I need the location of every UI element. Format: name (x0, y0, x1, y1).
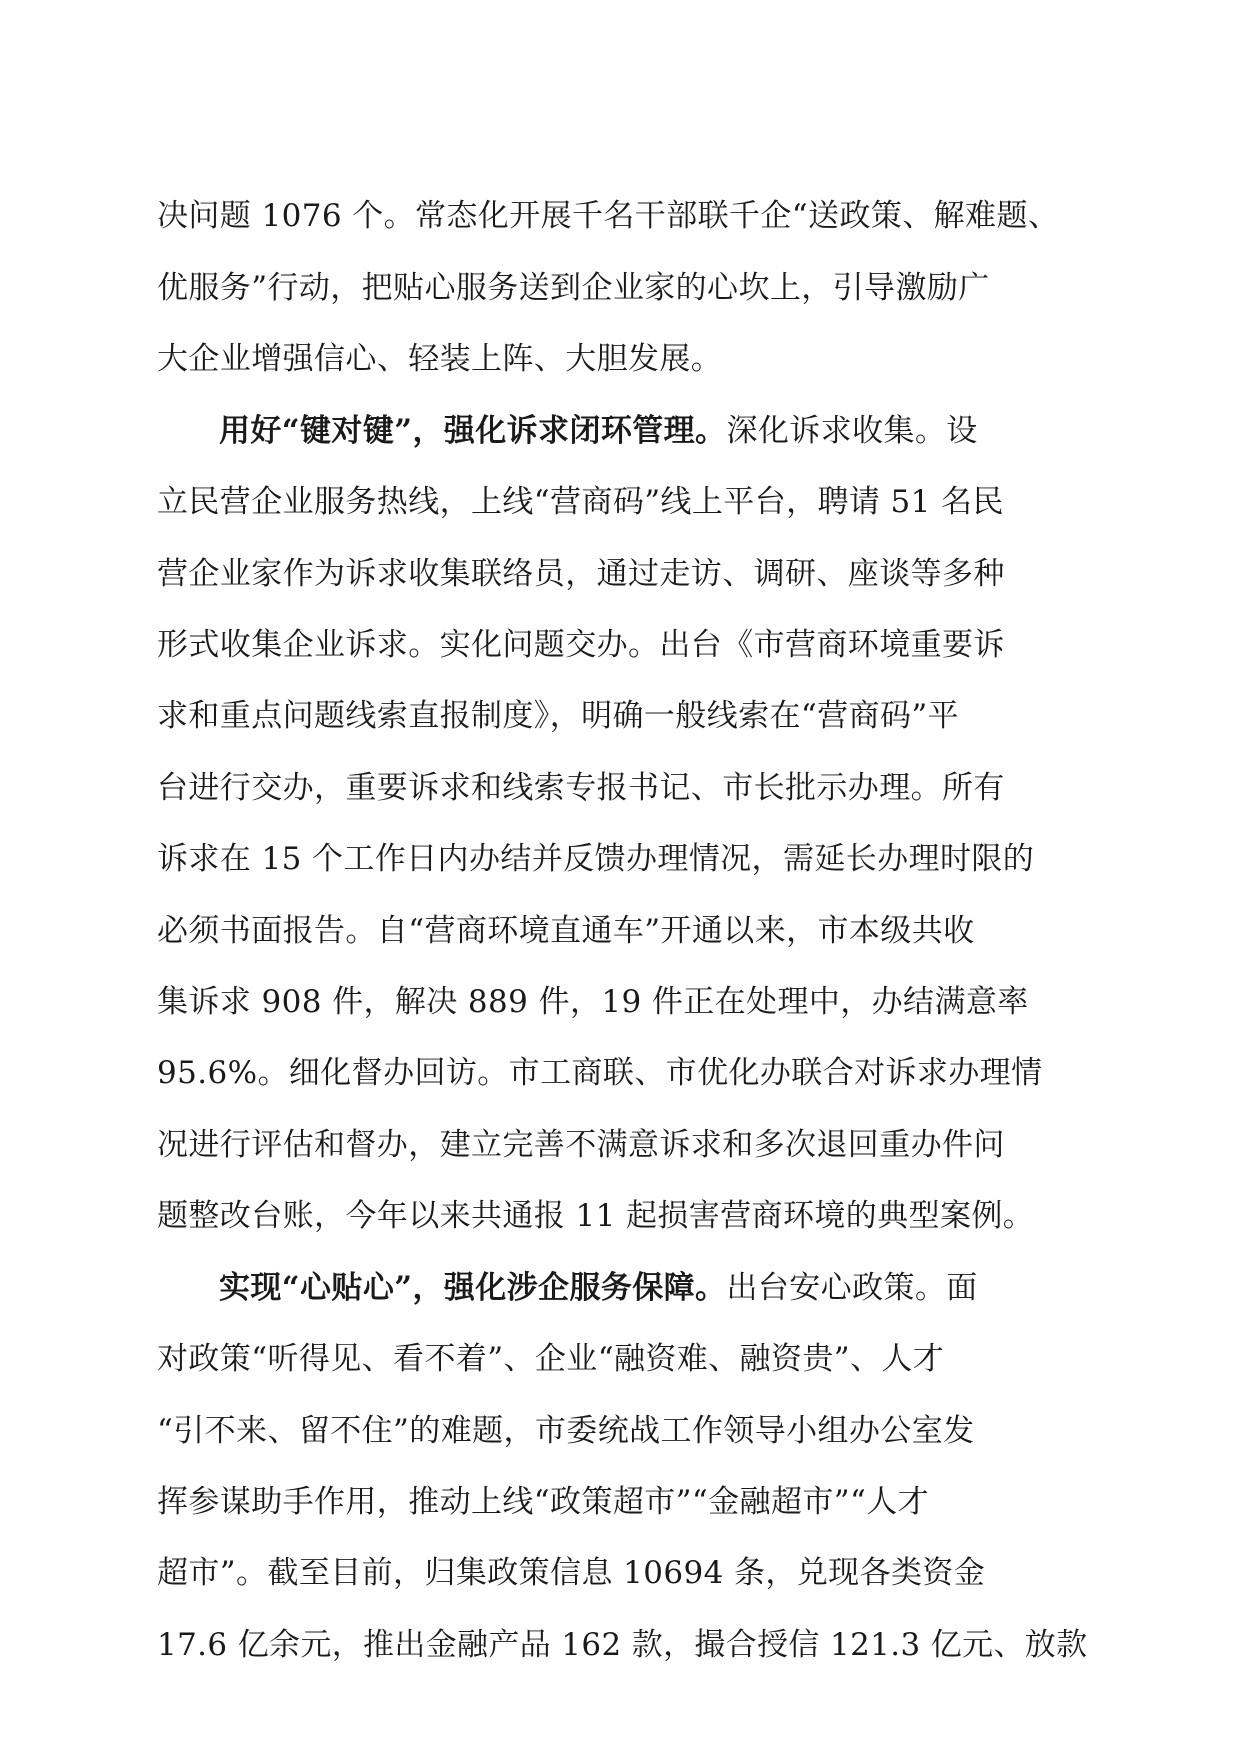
text-line: 集诉求 908 件，解决 889 件，19 件正在处理中，办结满意率 (157, 984, 1029, 1020)
text-line: 诉求在 15 个工作日内办结并反馈办理情况，需延长办理时限的 (157, 841, 1035, 877)
text-line: 必须书面报告。自“营商环境直通车”开通以来，市本级共收 (157, 913, 975, 949)
text-line: 况进行评估和督办，建立完善不满意诉求和多次退回重办件问 (157, 1127, 1005, 1163)
text-line: 95.6%。细化督办回访。市工商联、市优化办联合对诉求办理情 (157, 1055, 1043, 1091)
text-line: 对政策“听得见、看不着”、企业“融资难、融资贵”、人才 (157, 1341, 945, 1377)
text-line: 形式收集企业诉求。实化问题交办。出台《市营商环境重要诉 (157, 627, 1005, 663)
text-line: 营企业家作为诉求收集联络员，通过走访、调研、座谈等多种 (157, 556, 1005, 592)
text-line: 17.6 亿余元，推出金融产品 162 款，撮合授信 121.3 亿元、放款 (157, 1627, 1088, 1663)
text-line: 优服务”行动，把贴心服务送到企业家的心坎上，引导激励广 (157, 270, 990, 306)
section-heading: 实现“心贴心”，强化涉企服务保障。 (219, 1270, 727, 1306)
text-line: 求和重点问题线索直报制度》，明确一般线索在“营商码”平 (157, 698, 959, 734)
paragraph-heading-line: 实现“心贴心”，强化涉企服务保障。出台安心政策。面 (219, 1270, 978, 1306)
text-line: 题整改台账，今年以来共通报 11 起损害营商环境的典型案例。 (157, 1198, 1035, 1234)
text-line: 挥参谋助手作用，推动上线“政策超市”“金融超市”“人才 (157, 1484, 930, 1520)
section-heading: 用好“键对键”，强化诉求闭环管理。 (219, 413, 727, 449)
text-line: 决问题 1076 个。常态化开展千名干部联千企“送政策、解难题、 (157, 198, 1060, 234)
text-line: 台进行交办，重要诉求和线索专报书记、市长批示办理。所有 (157, 770, 1005, 806)
text-line: 大企业增强信心、轻装上阵、大胆发展。 (157, 341, 723, 377)
paragraph-heading-line: 用好“键对键”，强化诉求闭环管理。深化诉求收集。设 (219, 413, 978, 449)
text-line: “引不来、留不住”的难题，市委统战工作领导小组办公室发 (157, 1413, 975, 1449)
document-page (157, 0, 1087, 1754)
text-line: 超市”。截至目前，归集政策信息 10694 条，兑现各类资金 (157, 1555, 986, 1591)
text-line: 立民营企业服务热线，上线“营商码”线上平台，聘请 51 名民 (157, 484, 1004, 520)
